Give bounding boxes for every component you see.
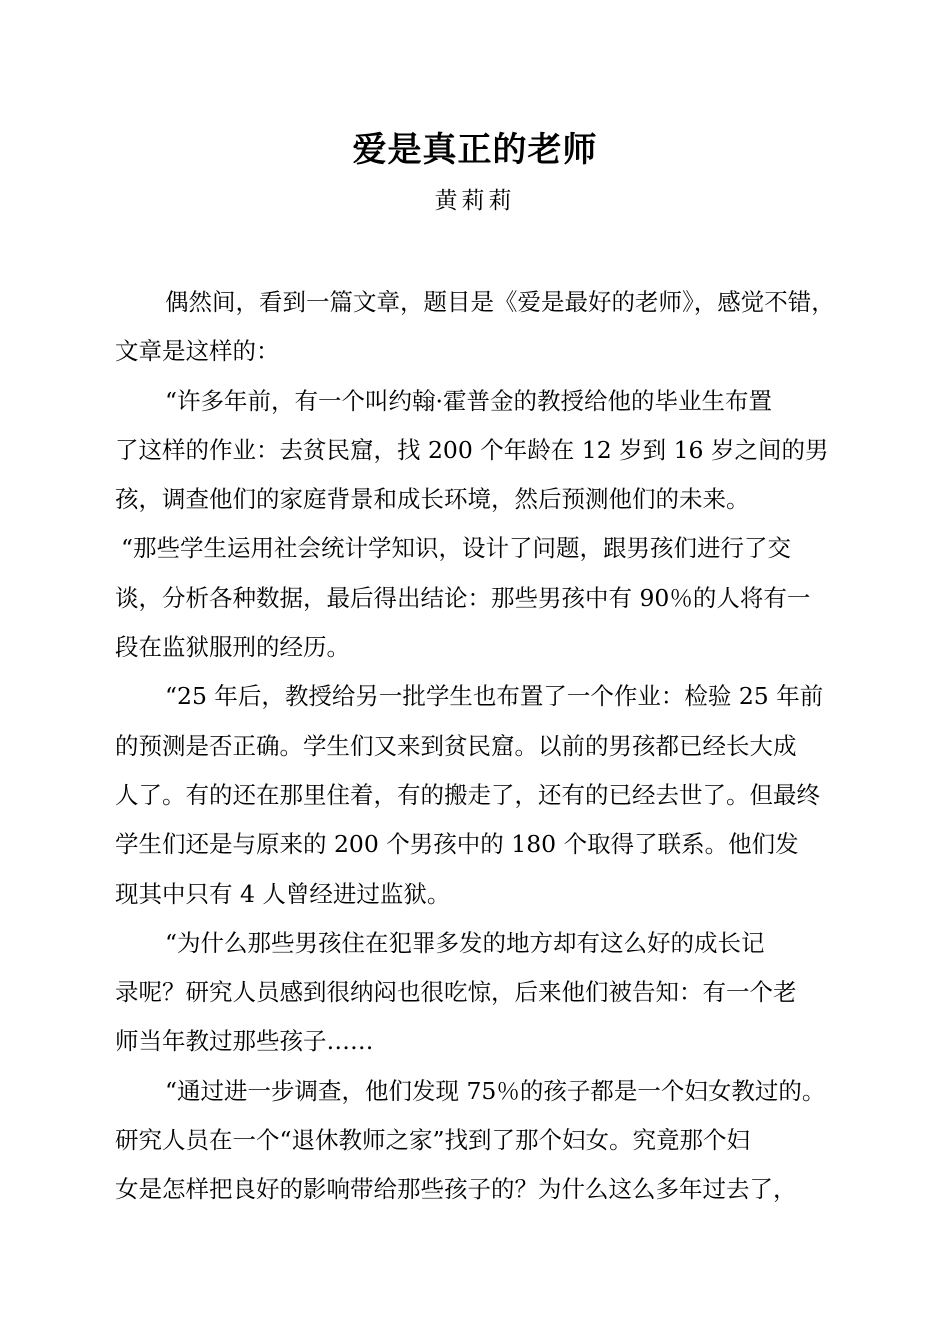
body-line: 孩，调查他们的家庭背景和成长环境，然后预测他们的未来。 (115, 485, 750, 514)
body-line: 段在监狱服刑的经历。 (115, 633, 350, 662)
body-line: “许多年前，有一个叫约翰·霍普金的教授给他的毕业生布置 (165, 386, 772, 415)
body-line: 研究人员在一个“退休教师之家”找到了那个妇女。究竟那个妇 (115, 1126, 751, 1155)
body-line: 的预测是否正确。学生们又来到贫民窟。以前的男孩都已经长大成 (115, 731, 797, 760)
document-author: 黄莉莉 (434, 188, 516, 214)
body-line: 师当年教过那些孩子…… (115, 1027, 374, 1056)
body-line: 录呢？研究人员感到很纳闷也很吃惊，后来他们被告知：有一个老 (115, 978, 797, 1007)
body-line: 文章是这样的： (115, 337, 280, 366)
body-line: 偶然间，看到一篇文章，题目是《爱是最好的老师》，感觉不错， (165, 288, 835, 316)
body-line: “25 年后，教授给另一批学生也布置了一个作业：检验 25 年前 (165, 682, 824, 711)
document-body (115, 278, 855, 1215)
body-line: “为什么那些男孩住在犯罪多发的地方却有这么好的成长记 (165, 928, 765, 957)
body-line: 学生们还是与原来的 200 个男孩中的 180 个取得了联系。他们发 (115, 830, 799, 859)
body-line: 谈，分析各种数据，最后得出结论：那些男孩中有 90％的人将有一 (115, 583, 811, 612)
document-title: 爱是真正的老师 (352, 130, 598, 170)
body-line: 人了。有的还在那里住着，有的搬走了，还有的已经去世了。但最终 (115, 780, 820, 809)
body-line: 了这样的作业：去贫民窟，找 200 个年龄在 12 岁到 16 岁之间的男 (115, 435, 829, 464)
body-line: 女是怎样把良好的影响带给那些孩子的？为什么这么多年过去了， (115, 1175, 797, 1204)
body-line: 现其中只有 4 人曾经进过监狱。 (115, 879, 451, 908)
body-line: “那些学生运用社会统计学知识，设计了问题，跟男孩们进行了交 (121, 534, 792, 563)
body-line: “通过进一步调查，他们发现 75％的孩子都是一个妇女教过的。 (165, 1076, 826, 1105)
